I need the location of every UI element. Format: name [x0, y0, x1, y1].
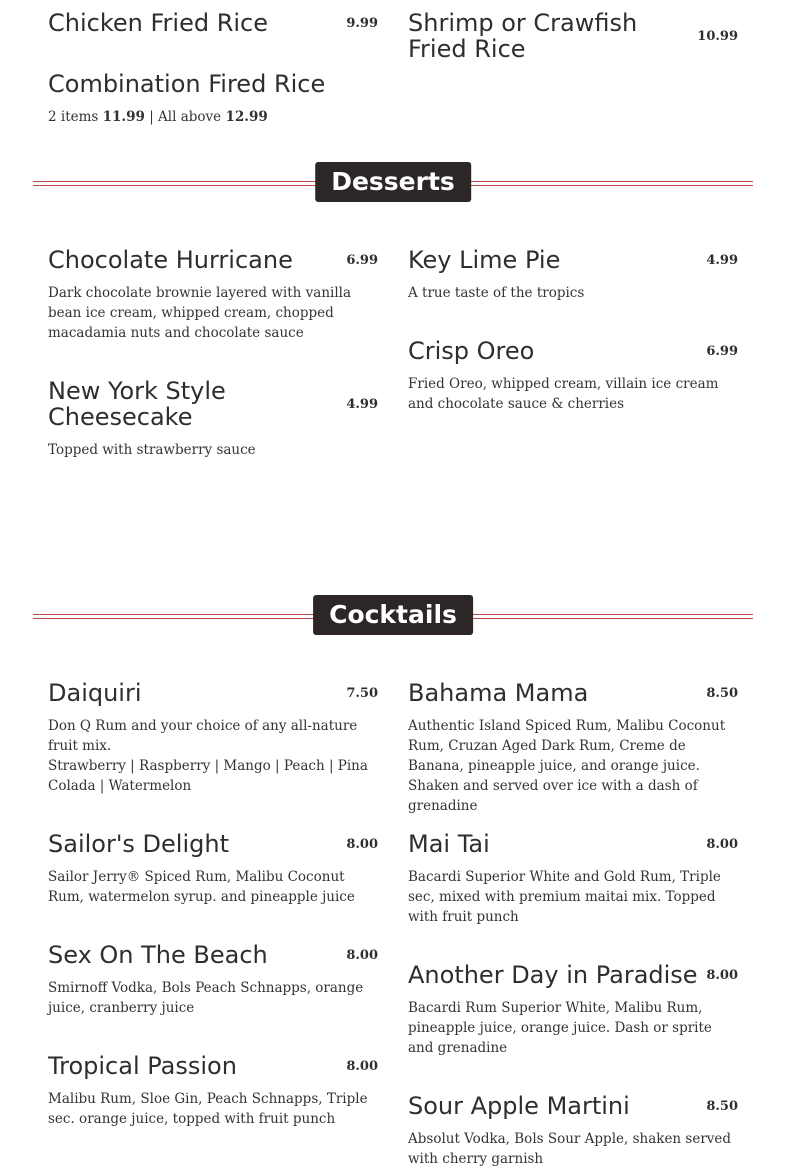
item-description: Absolut Vodka, Bols Sour Apple, shaken served with cherry garnish	[408, 1131, 732, 1167]
item-name: Sour Apple Martini	[408, 1092, 630, 1120]
item-description: Bacardi Superior White and Gold Rum, Triple sec, mixed with premium maitai mix. Topped with fruit punch	[408, 869, 721, 925]
item-price: 7.50	[346, 686, 378, 701]
section-title: Desserts	[315, 162, 471, 202]
item-description: Topped with strawberry sauce	[48, 442, 256, 458]
item-price: 10.99	[697, 29, 738, 44]
menu-item-daiquiri	[48, 680, 378, 800]
item-description: Fried Oreo, whipped cream, villain ice cream and chocolate sauce & cherries	[408, 376, 719, 412]
flavor-options: Strawberry | Raspberry | Mango | Peach | Pina Colada | Watermelon	[48, 758, 368, 794]
item-name: Chocolate Hurricane	[48, 246, 293, 274]
item-name: Tropical Passion	[48, 1052, 237, 1080]
menu-item-new-york-cheesecake	[48, 378, 378, 468]
menu-item-chocolate-hurricane	[48, 247, 378, 347]
item-name: Bahama Mama	[408, 679, 589, 707]
item-name: Combination Fired Rice	[48, 70, 326, 98]
item-price: 9.99	[346, 16, 378, 31]
section-header-desserts	[33, 162, 753, 202]
description-text: Don Q Rum and your choice of any all-nature fruit mix.	[48, 718, 358, 754]
item-price: 8.50	[706, 1099, 738, 1114]
item-description: Bacardi Rum Superior White, Malibu Rum, pineapple juice, orange juice. Dash or sprite and grenadine	[408, 1000, 712, 1056]
item-description: A true taste of the tropics	[408, 285, 585, 301]
item-name: Daiquiri	[48, 679, 142, 707]
menu-item-tropical-passion	[48, 1053, 378, 1133]
item-price: 8.00	[346, 837, 378, 852]
item-description: Smirnoff Vodka, Bols Peach Schnapps, orange juice, cranberry juice	[48, 980, 364, 1016]
item-price: 4.99	[706, 253, 738, 268]
section-title: Cocktails	[313, 595, 473, 635]
item-name: Sex On The Beach	[48, 941, 268, 969]
menu-item-sour-apple-martini	[408, 1093, 738, 1167]
item-name: Mai Tai	[408, 830, 490, 858]
item-name: Key Lime Pie	[408, 246, 561, 274]
menu-item-shrimp-fried-rice	[408, 10, 738, 66]
item-name: Chicken Fried Rice	[48, 9, 269, 37]
menu-item-bahama-mama	[408, 679, 738, 814]
item-price: 8.00	[706, 837, 738, 852]
item-price: 8.00	[346, 948, 378, 963]
item-price: 8.00	[346, 1059, 378, 1074]
item-name: Crisp Oreo	[408, 337, 535, 365]
item-description	[48, 107, 378, 127]
item-name: New York Style Cheesecake	[48, 377, 226, 431]
item-price: 6.99	[346, 253, 378, 268]
menu-item-another-day-in-paradise	[408, 962, 738, 1062]
item-price: 6.99	[706, 344, 738, 359]
menu-item-key-lime-pie	[408, 247, 738, 307]
item-description: Sailor Jerry® Spiced Rum, Malibu Coconut Rum, watermelon syrup. and pineapple juice	[48, 869, 355, 905]
menu-item-crisp-oreo	[408, 338, 738, 418]
menu-item-sex-on-the-beach	[48, 942, 378, 1022]
item-price: 8.50	[706, 686, 738, 701]
item-name: Sailor's Delight	[48, 830, 229, 858]
item-description: Authentic Island Spiced Rum, Malibu Coconut Rum, Cruzan Aged Dark Rum, Creme de Banana, pineapple juice, and orange juice. Shaken and served over ice with a dash of grenadine	[408, 718, 726, 814]
item-name: Another Day in Paradise	[408, 961, 698, 989]
menu-item-chicken-fried-rice	[48, 10, 378, 40]
item-description	[48, 716, 378, 796]
menu-item-combination-fried-rice	[48, 71, 378, 131]
price-all-above: 12.99	[225, 109, 268, 125]
price-two-items: 11.99	[102, 109, 145, 125]
item-name: Shrimp or Crawfish Fried Rice	[408, 9, 638, 63]
menu-item-sailors-delight	[48, 831, 378, 911]
item-description: Malibu Rum, Sloe Gin, Peach Schnapps, Triple sec. orange juice, topped with fruit punch	[48, 1091, 368, 1127]
item-price: 8.00	[706, 968, 738, 983]
item-price: 4.99	[346, 397, 378, 412]
desc-mid: | All above	[144, 109, 226, 125]
item-description: Dark chocolate brownie layered with vanilla bean ice cream, whipped cream, chopped macadamia nuts and chocolate sauce	[48, 285, 352, 341]
desc-prefix: 2 items	[48, 109, 103, 125]
menu-item-mai-tai	[408, 831, 738, 931]
section-header-cocktails	[33, 595, 753, 635]
